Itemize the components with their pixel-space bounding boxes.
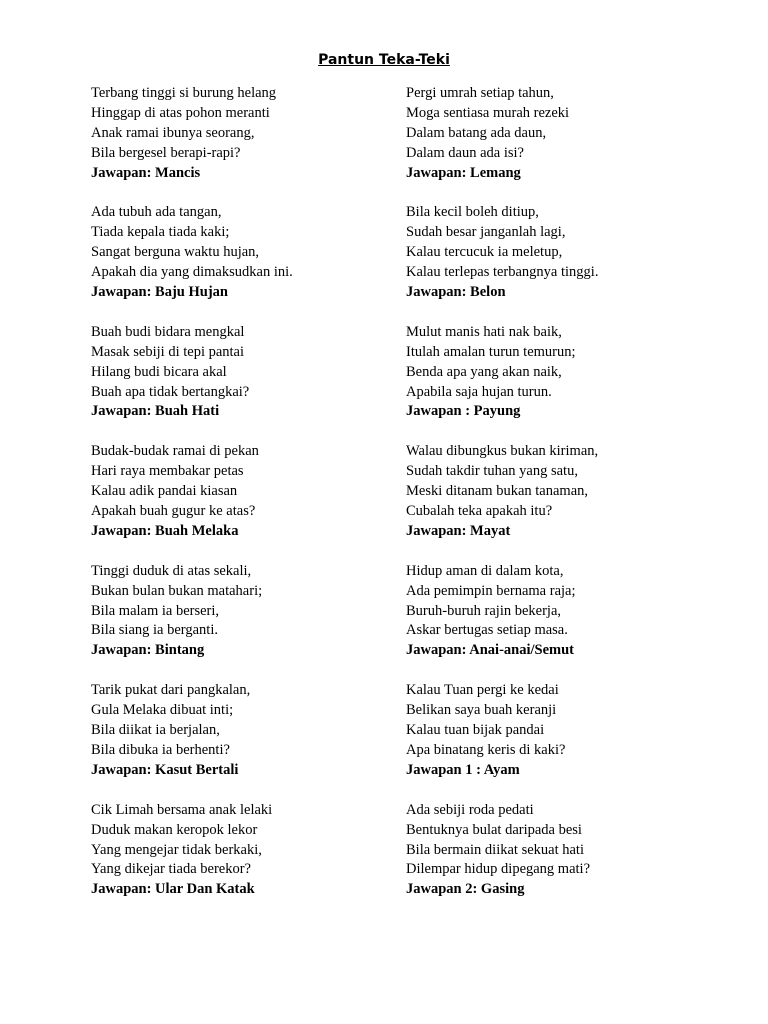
verse-line: Yang mengejar tidak berkaki, xyxy=(91,841,262,858)
verse-line: Dalam batang ada daun, xyxy=(406,124,547,141)
stanza xyxy=(406,84,726,183)
answer-line: Jawapan: Ular Dan Katak xyxy=(91,881,255,898)
verse-line: Kalau terlepas terbangnya tinggi. xyxy=(406,264,599,281)
verse-line: Bila bergesel berapi-rapi? xyxy=(91,144,241,161)
verse-line: Terbang tinggi si burung helang xyxy=(91,85,277,101)
verse-line: Apabila saja hujan turun. xyxy=(406,383,552,400)
answer-line: Jawapan: Buah Hati xyxy=(91,403,220,420)
verse-line: Budak-budak ramai di pekan xyxy=(91,443,259,460)
verse-line: Kalau Tuan pergi ke kedai xyxy=(406,682,559,699)
answer-line: Jawapan: Mancis xyxy=(91,164,201,181)
verse-line: Kalau tuan bijak pandai xyxy=(406,722,545,739)
verse-line: Itulah amalan turun temurun; xyxy=(406,343,576,360)
answer-line: Jawapan: Anai-anai/Semut xyxy=(406,642,574,659)
verse-line: Buruh-buruh rajin bekerja, xyxy=(406,602,562,619)
verse-line: Gula Melaka dibuat inti; xyxy=(91,702,234,719)
verse-line: Dalam daun ada isi? xyxy=(406,144,524,161)
verse-line: Apakah dia yang dimaksudkan ini. xyxy=(91,264,293,281)
verse-line: Tiada kepala tiada kaki; xyxy=(91,224,230,241)
stanza xyxy=(406,801,726,900)
verse-line: Sudah takdir tuhan yang satu, xyxy=(406,463,578,480)
verse-line: Duduk makan keropok lekor xyxy=(91,821,258,838)
verse-line: Hilang budi bicara akal xyxy=(91,363,227,380)
answer-line: Jawapan : Payung xyxy=(406,403,521,420)
answer-line: Jawapan: Buah Melaka xyxy=(91,522,239,539)
answer-line: Jawapan: Bintang xyxy=(91,642,205,659)
stanza xyxy=(91,562,391,661)
verse-line: Masak sebiji di tepi pantai xyxy=(91,343,245,360)
verse-line: Apa binatang keris di kaki? xyxy=(406,741,566,758)
verse-line: Meski ditanam bukan tanaman, xyxy=(406,483,589,500)
verse-line: Benda apa yang akan naik, xyxy=(406,363,562,380)
verse-line: Hinggap di atas pohon meranti xyxy=(91,104,270,121)
right-column xyxy=(406,84,726,920)
verse-line: Moga sentiasa murah rezeki xyxy=(406,104,570,121)
verse-line: Belikan saya buah keranji xyxy=(406,702,557,719)
stanza xyxy=(406,442,726,541)
answer-line: Jawapan: Kasut Bertali xyxy=(91,761,239,778)
verse-line: Anak ramai ibunya seorang, xyxy=(91,124,255,141)
verse-line: Bila kecil boleh ditiup, xyxy=(406,204,539,221)
stanza xyxy=(91,84,391,183)
verse-line: Apakah buah gugur ke atas? xyxy=(91,503,256,520)
stanza xyxy=(406,203,726,302)
stanza xyxy=(406,681,726,780)
answer-line: Jawapan: Lemang xyxy=(406,164,521,181)
verse-line: Hari raya membakar petas xyxy=(91,463,244,480)
page-title: Pantun Teka-Teki xyxy=(318,52,450,68)
verse-line: Bila siang ia berganti. xyxy=(91,622,218,639)
verse-line: Kalau tercucuk ia meletup, xyxy=(406,244,563,261)
left-column xyxy=(91,84,391,920)
verse-line: Yang dikejar tiada berekor? xyxy=(91,861,251,878)
verse-line: Tinggi duduk di atas sekali, xyxy=(91,562,252,579)
answer-line: Jawapan: Baju Hujan xyxy=(91,284,228,301)
verse-line: Bila diikat ia berjalan, xyxy=(91,722,220,739)
verse-line: Buah budi bidara mengkal xyxy=(91,323,245,340)
verse-line: Dilempar hidup dipegang mati? xyxy=(406,861,591,878)
stanza xyxy=(91,323,391,422)
verse-line: Sangat berguna waktu hujan, xyxy=(91,244,260,261)
verse-line: Cubalah teka apakah itu? xyxy=(406,503,553,520)
verse-line: Cik Limah bersama anak lelaki xyxy=(91,801,273,818)
verse-line: Bila malam ia berseri, xyxy=(91,602,220,619)
verse-line: Bentuknya bulat daripada besi xyxy=(406,821,582,838)
answer-line: Jawapan: Belon xyxy=(406,284,506,301)
verse-line: Ada tubuh ada tangan, xyxy=(91,204,222,221)
answer-line: Jawapan 1 : Ayam xyxy=(406,761,520,778)
verse-line: Pergi umrah setiap tahun, xyxy=(406,85,554,101)
verse-line: Bila dibuka ia berhenti? xyxy=(91,741,230,758)
answer-line: Jawapan 2: Gasing xyxy=(406,881,525,898)
verse-line: Walau dibungkus bukan kiriman, xyxy=(406,443,599,460)
verse-line: Sudah besar janganlah lagi, xyxy=(406,224,566,241)
verse-line: Ada pemimpin bernama raja; xyxy=(406,582,576,599)
verse-line: Ada sebiji roda pedati xyxy=(406,801,534,818)
verse-line: Hidup aman di dalam kota, xyxy=(406,562,564,579)
stanza xyxy=(406,323,726,422)
verse-line: Bila bermain diikat sekuat hati xyxy=(406,841,584,858)
verse-line: Buah apa tidak bertangkai? xyxy=(91,383,250,400)
stanza xyxy=(91,801,391,900)
verse-line: Bukan bulan bukan matahari; xyxy=(91,582,263,599)
verse-line: Tarik pukat dari pangkalan, xyxy=(91,682,251,699)
stanza xyxy=(91,442,391,541)
stanza xyxy=(91,203,391,302)
verse-line: Askar bertugas setiap masa. xyxy=(406,622,568,639)
verse-line: Kalau adik pandai kiasan xyxy=(91,483,238,500)
verse-line: Mulut manis hati nak baik, xyxy=(406,323,562,340)
stanza xyxy=(91,681,391,780)
stanza xyxy=(406,562,726,661)
answer-line: Jawapan: Mayat xyxy=(406,522,511,539)
